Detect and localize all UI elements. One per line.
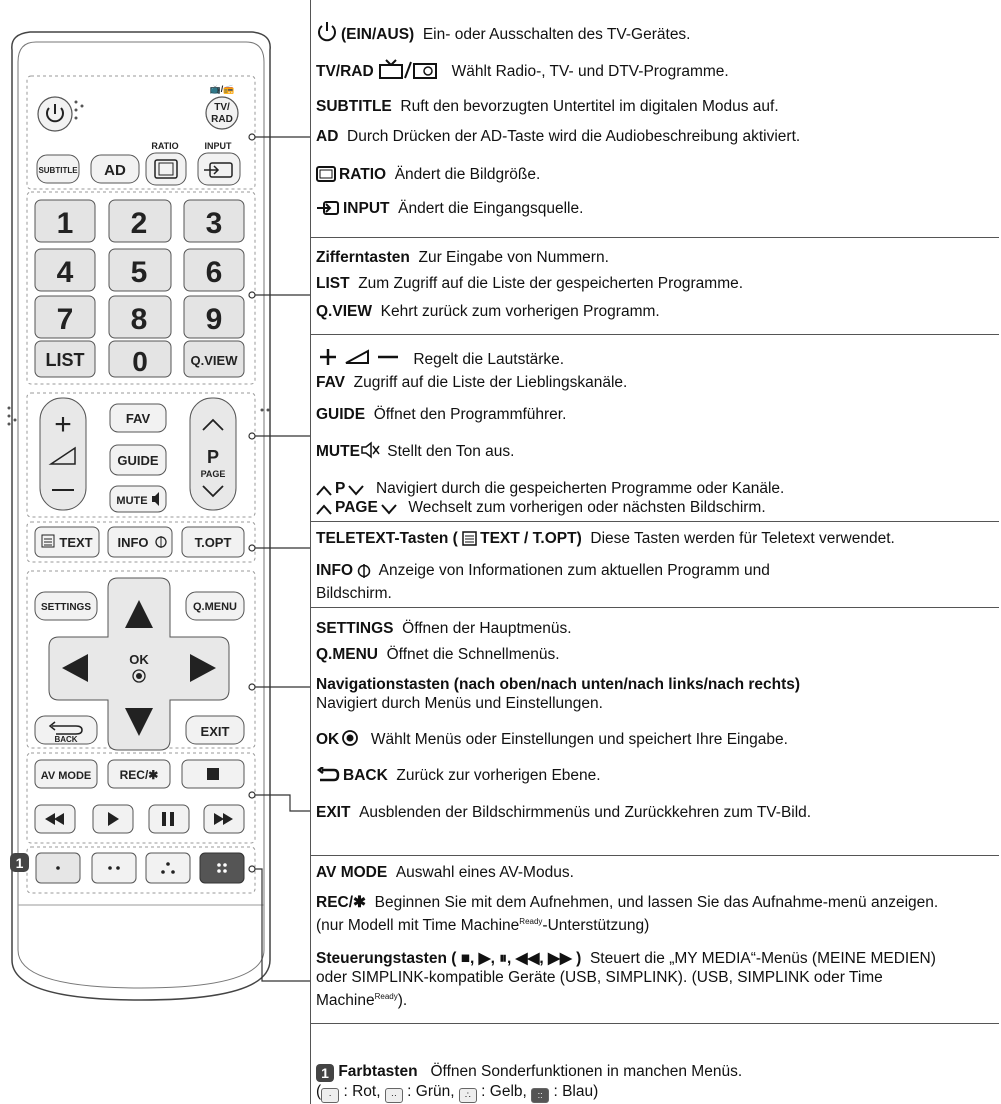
ratio-button[interactable] [146,153,186,185]
row-page: PAGE Wechselt zum vorherigen oder nächsten Bildschirm. [311,498,999,517]
row-color: 1 Farbtasten Öffnen Sonderfunktionen in manchen Menüs. [311,1024,999,1082]
pause-button[interactable] [149,805,189,833]
input-button[interactable] [198,153,240,185]
svg-text:Q.VIEW: Q.VIEW [190,353,238,368]
number-6-button[interactable] [184,249,244,291]
volume-icon [316,347,406,367]
number-2-button[interactable] [109,200,171,242]
input-label: INPUT [204,141,232,151]
green-key-icon: ·· [385,1088,403,1103]
back-icon [316,767,340,783]
settings-button[interactable] [35,592,97,620]
number-9-button[interactable] [184,296,244,338]
ok-icon [341,729,359,747]
row-mute: MUTE Stellt den Ton aus. [316,443,515,460]
svg-text:GUIDE: GUIDE [117,453,159,468]
yellow-key[interactable] [146,853,190,883]
row-qmenu: Q.MENU Öffnet die Schnellmenüs. [316,646,560,663]
button-description-table [310,0,999,1104]
section-media [311,856,999,1024]
volume-rocker[interactable] [40,398,86,510]
svg-text:1: 1 [15,855,24,871]
svg-text:AD: AD [104,162,126,179]
svg-text:T.OPT: T.OPT [194,535,232,550]
power-button[interactable] [38,97,72,131]
row-program: P Navigiert durch die gespeicherten Programme oder Kanäle. [311,479,999,498]
section-teletext [311,522,999,608]
row-ratio: RATIO Ändert die Bildgröße. [311,165,999,199]
svg-text:0: 0 [132,346,148,377]
section-volume-program [311,335,999,522]
svg-text:SUBTITLE: SUBTITLE [38,166,78,175]
list-button[interactable] [35,341,95,377]
row-subtitle: SUBTITLE Ruft den bevorzugten Untertitel im digitalen Modus auf. [316,98,779,115]
section-numbers [311,238,999,335]
info-button[interactable] [108,527,172,557]
number-7-button[interactable] [35,296,95,338]
number-pad [35,200,244,338]
number-6-label: 6 [205,256,223,289]
back-button[interactable] [35,716,97,744]
color-key-badge [10,853,29,872]
svg-text:SETTINGS: SETTINGS [40,602,92,613]
play-button[interactable] [93,805,133,833]
power-icon [316,20,338,42]
mute-button[interactable] [110,486,166,512]
svg-text:BACK: BACK [54,735,78,744]
color-badge-icon: 1 [316,1064,334,1082]
text-icon [462,531,477,546]
svg-text:RAD: RAD [211,114,233,125]
yellow-key-icon: ∴ [459,1088,477,1103]
svg-text:EXIT: EXIT [200,724,230,739]
svg-text:OK: OK [129,652,149,667]
row-nav-desc: Navigiert durch Menüs und Einstellungen. [316,695,603,712]
row-nav: Navigationstasten (nach oben/nach unten/nach links/nach rechts) [316,676,801,693]
red-key[interactable] [36,853,80,883]
fast-forward-button[interactable] [204,805,244,833]
tvrad-button[interactable] [206,97,238,129]
number-8-label: 8 [130,303,148,336]
up-chevron-icon [316,484,332,496]
program-rocker[interactable] [190,398,236,510]
fav-button[interactable] [110,404,166,432]
number-3-label: 3 [205,207,223,240]
topt-button[interactable] [182,527,244,557]
red-key-icon: · [321,1088,339,1103]
svg-text:+: + [54,408,72,441]
qview-button[interactable] [184,341,244,377]
remote-control-illustration [0,0,310,1007]
row-ad: AD Durch Drücken der AD-Taste wird die Audiobeschreibung aktiviert. [316,128,801,145]
ratio-label: RATIO [151,141,179,151]
section-navigation [311,608,999,856]
row-digits: Zifferntasten Zur Eingabe von Nummern. [316,249,609,266]
section-color-keys [311,1024,999,1104]
svg-text:PAGE: PAGE [200,469,226,479]
number-9-label: 9 [205,303,223,336]
number-7-label: 7 [56,303,74,336]
row-guide: GUIDE Öffnet den Programmführer. [316,406,567,423]
svg-text:FAV: FAV [125,411,151,426]
rewind-button[interactable] [35,805,75,833]
svg-text:P: P [206,447,220,467]
number-8-button[interactable] [109,296,171,338]
section-power-input [311,0,999,238]
svg-text:TV/: TV/ [214,102,230,113]
svg-text:TEXT: TEXT [59,535,93,550]
row-exit: EXIT Ausblenden der Bildschirmmenüs und Zurückkehren zum TV-Bild. [316,804,812,821]
svg-text:Q.MENU: Q.MENU [193,601,237,613]
svg-text:AV MODE: AV MODE [40,770,92,782]
row-avmode: AV MODE Auswahl eines AV-Modus. [316,864,574,881]
ad-button[interactable] [91,155,139,183]
blue-key[interactable] [200,853,244,883]
qmenu-button[interactable] [186,592,244,620]
ratio-icon [316,166,336,182]
number-1-button[interactable] [35,200,95,242]
tvrad-top-label: 📺/📻 [209,84,235,94]
row-rec: REC/✱ Beginnen Sie mit dem Aufnehmen, und lassen Sie das Aufnahme-menü anzeigen. (nur Modell mit Time Machine$^{Ready}$-Unterstützung) [316,894,939,935]
row-teletext: TELETEXT-Tasten ( TEXT / T.OPT) Diese Tasten werden für Teletext verwendet. [316,530,895,547]
row-volume: Regelt die Lautstärke. [311,335,999,373]
mute-icon [360,441,380,459]
row-power: (EIN/AUS) Ein- oder Ausschalten des TV-Gerätes. [311,0,999,59]
exit-button[interactable] [186,716,244,744]
zero-button[interactable] [109,341,171,377]
row-input: INPUT Ändert die Eingangsquelle. [311,199,999,219]
svg-text:LIST: LIST [45,350,85,370]
text-button[interactable] [35,527,99,557]
row-color-legend: ( · : Rot, ·· : Grün, ∴ : Gelb, :: : Blau) [311,1082,999,1102]
number-1-label: 1 [56,207,74,240]
row-tvrad: TV/RAD Wählt Radio-, TV- und DTV-Programme. [311,59,999,97]
down-chevron-icon [381,503,397,515]
row-control: Steuerungstasten ( ■, ▶, ⏸, ◀◀, ▶▶ ) Steuert die „MY MEDIA“-Menüs (MEINE MEDIEN) oder SIMPLINK-kompatible Geräte (USB, SIMPLINK). (USB, SIMPLINK oder Time Machine$^{Ready}$). [316,950,936,1010]
svg-text:INFO: INFO [117,535,149,550]
tv-radio-icon [378,59,440,79]
input-icon [316,200,340,216]
number-5-button[interactable] [109,249,171,291]
stop-button[interactable] [182,760,244,788]
rec-button[interactable] [108,760,170,788]
number-4-button[interactable] [35,249,95,291]
svg-text:MUTE: MUTE [116,495,148,507]
blue-key-icon: :: [531,1088,549,1103]
green-key[interactable] [92,853,136,883]
number-4-label: 4 [56,256,74,289]
subtitle-button[interactable] [37,155,79,183]
number-5-label: 5 [130,256,148,289]
row-fav: FAV Zugriff auf die Liste der Lieblingskanäle. [316,374,628,391]
row-ok: OK Wählt Menüs oder Einstellungen und speichert Ihre Eingabe. [316,731,788,748]
number-3-button[interactable] [184,200,244,242]
row-settings: SETTINGS Öffnen der Hauptmenüs. [316,620,572,637]
down-chevron-icon [348,484,364,496]
row-qview: Q.VIEW Kehrt zurück zum vorherigen Programm. [316,303,660,320]
avmode-button[interactable] [35,760,97,788]
svg-text:REC/✱: REC/✱ [119,768,159,782]
info-icon [357,564,371,578]
row-info: INFO Anzeige von Informationen zum aktuellen Programm und Bildschirm. [316,562,770,602]
up-chevron-icon [316,503,332,515]
number-2-label: 2 [130,207,148,240]
row-list: LIST Zum Zugriff auf die Liste der gespeicherten Programme. [316,275,744,292]
guide-button[interactable] [110,445,166,475]
row-back: BACK Zurück zur vorherigen Ebene. [311,766,999,803]
